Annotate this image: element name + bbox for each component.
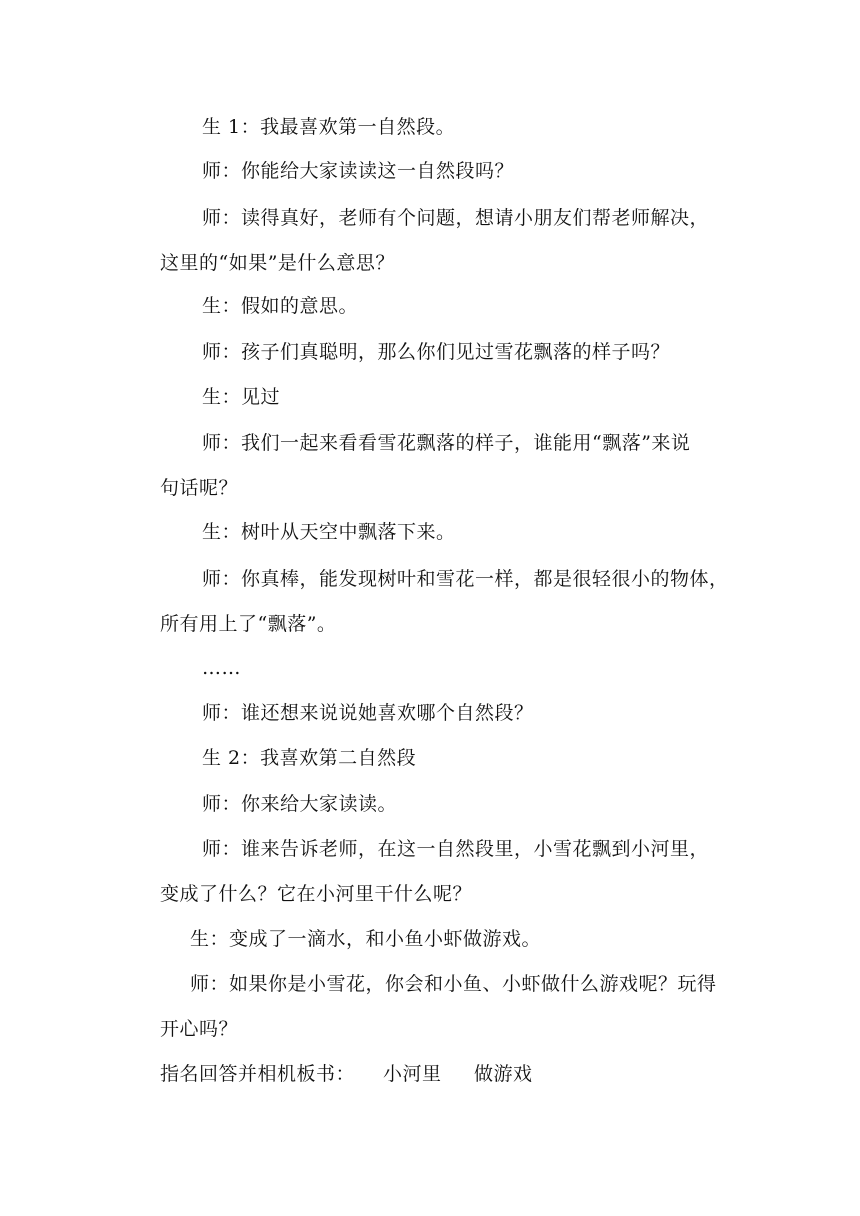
paragraph-line: 这里的“如果”是什么意思？	[160, 252, 395, 274]
paragraph-line: 生 2：我喜欢第二自然段	[202, 747, 417, 769]
paragraph-line: 变成了什么？它在小河里干什么呢？	[160, 883, 473, 905]
paragraph-line: 生：假如的意思。	[202, 295, 359, 317]
paragraph-line: 师：谁来告诉老师，在这一自然段里，小雪花飘到小河里，	[202, 838, 710, 860]
paragraph-line: 师：你真棒，能发现树叶和雪花一样，都是很轻很小的物体，	[202, 568, 729, 590]
paragraph-line: 生：树叶从天空中飘落下来。	[202, 521, 456, 543]
paragraph-line: 师：如果你是小雪花，你会和小鱼、小虾做什么游戏呢？玩得	[190, 973, 717, 995]
paragraph-line: 师：读得真好，老师有个问题，想请小朋友们帮老师解决，	[202, 207, 710, 229]
paragraph-line: 句话呢？	[160, 477, 239, 499]
paragraph-line: 开心吗？	[160, 1018, 239, 1040]
paragraph-line: 师：孩子们真聪明，那么你们见过雪花飘落的样子吗？	[202, 341, 671, 363]
board-item-game: 做游戏	[474, 1063, 533, 1085]
paragraph-line: 生：变成了一滴水，和小鱼小虾做游戏。	[190, 928, 542, 950]
paragraph-line: 师：我们一起来看看雪花飘落的样子，谁能用“飘落”来说	[202, 432, 691, 454]
paragraph-line: ……	[202, 657, 241, 679]
paragraph-line: 生：见过	[202, 386, 281, 408]
board-label: 指名回答并相机板书：	[160, 1063, 356, 1085]
paragraph-line: 师：你来给大家读读。	[202, 793, 398, 815]
paragraph-line: 生 1：我最喜欢第一自然段。	[202, 116, 456, 138]
paragraph-line: 师：你能给大家读读这一自然段吗？	[202, 160, 515, 182]
paragraph-line: 所有用上了“飘落”。	[160, 613, 337, 635]
paragraph-line: 师：谁还想来说说她喜欢哪个自然段？	[202, 702, 534, 724]
board-item-river: 小河里	[383, 1063, 442, 1085]
